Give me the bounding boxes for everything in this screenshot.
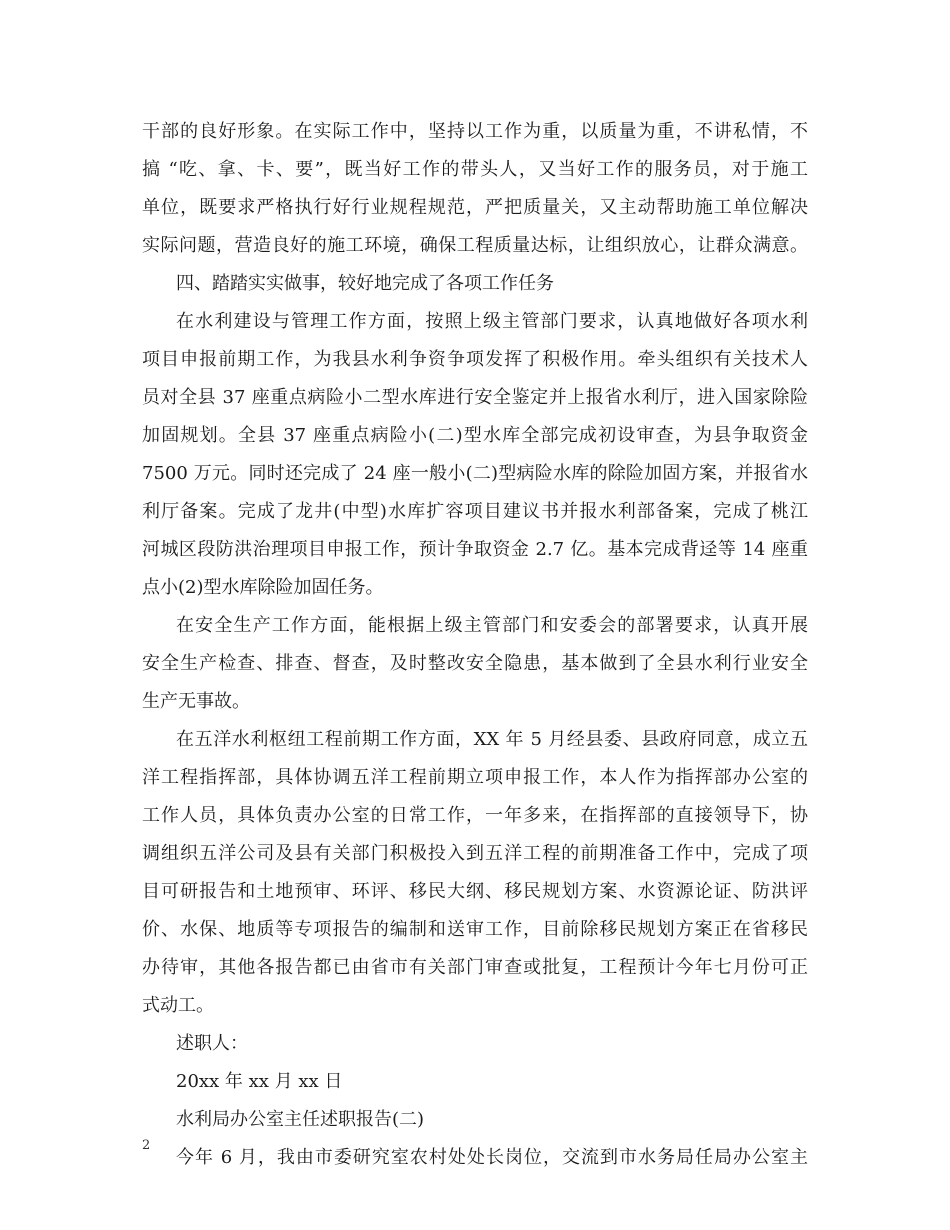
text-line: 在安全生产工作方面，能根据上级主管部门和安委会的部署要求，认真开展 bbox=[176, 615, 808, 636]
section-heading: 四、踏踏实实做事，较好地完成了各项工作任务 bbox=[176, 273, 554, 294]
text-line: 安全生产检查、排查、督查，及时整改安全隐患，基本做到了全县水利行业安全 bbox=[142, 653, 808, 674]
text-line: 今年 6 月，我由市委研究室农村处处长岗位，交流到市水务局任局办公室主 bbox=[176, 1147, 808, 1168]
text-line: 实际问题，营造良好的施工环境，确保工程质量达标，让组织放心，让群众满意。 bbox=[142, 235, 808, 256]
text-line: 加固规划。全县 37 座重点病险小(二)型水库全部完成初设审查，为县争取资金 bbox=[142, 425, 808, 446]
text-line: 价、水保、地质等专项报告的编制和送审工作，目前除移民规划方案正在省移民 bbox=[142, 919, 808, 940]
text-line: 在水利建设与管理工作方面，按照上级主管部门要求，认真地做好各项水利 bbox=[176, 311, 808, 332]
text-line: 搞 “吃、拿、卡、要”，既当好工作的带头人，又当好工作的服务员，对于施工 bbox=[142, 159, 808, 180]
text-line: 式动工。 bbox=[142, 995, 214, 1016]
signature-label: 述职人： bbox=[176, 1033, 248, 1054]
text-line: 点小(2)型水库除险加固任务。 bbox=[142, 577, 384, 598]
date-line: 20xx 年 xx 月 xx 日 bbox=[176, 1071, 343, 1092]
text-line: 目可研报告和土地预审、环评、移民大纲、移民规划方案、水资源论证、防洪评 bbox=[142, 881, 808, 902]
page-number: 2 bbox=[142, 1138, 151, 1153]
document-body bbox=[142, 113, 808, 1177]
text-line: 调组织五洋公司及县有关部门积极投入到五洋工程的前期准备工作中，完成了项 bbox=[142, 843, 808, 864]
text-line: 工作人员，具体负责办公室的日常工作，一年多来，在指挥部的直接领导下，协 bbox=[142, 805, 808, 826]
text-line: 单位，既要求严格执行好行业规程规范，严把质量关，又主动帮助施工单位解决 bbox=[142, 197, 808, 218]
text-line: 利厅备案。完成了龙井(中型)水库扩容项目建议书并报水利部备案，完成了桃江 bbox=[142, 501, 808, 522]
text-line: 干部的良好形象。在实际工作中，坚持以工作为重，以质量为重，不讲私情，不 bbox=[142, 121, 808, 142]
text-line: 办待审，其他各报告都已由省市有关部门审查或批复，工程预计今年七月份可正 bbox=[142, 957, 808, 978]
text-line: 生产无事故。 bbox=[142, 691, 250, 712]
report-title: 水利局办公室主任述职报告(二) bbox=[176, 1109, 425, 1130]
text-line: 员对全县 37 座重点病险小二型水库进行安全鉴定并上报省水利厅，进入国家除险 bbox=[142, 387, 808, 408]
text-line: 洋工程指挥部，具体协调五洋工程前期立项申报工作，本人作为指挥部办公室的 bbox=[142, 767, 808, 788]
text-line: 7500 万元。同时还完成了 24 座一般小(二)型病险水库的除险加固方案，并报省水 bbox=[142, 463, 808, 484]
text-line: 项目申报前期工作，为我县水利争资争项发挥了积极作用。牵头组织有关技术人 bbox=[142, 349, 808, 370]
text-line: 在五洋水利枢纽工程前期工作方面，XX 年 5 月经县委、县政府同意，成立五 bbox=[176, 729, 808, 750]
text-line: 河城区段防洪治理项目申报工作，预计争取资金 2.7 亿。基本完成背迳等 14 座重 bbox=[142, 539, 808, 560]
